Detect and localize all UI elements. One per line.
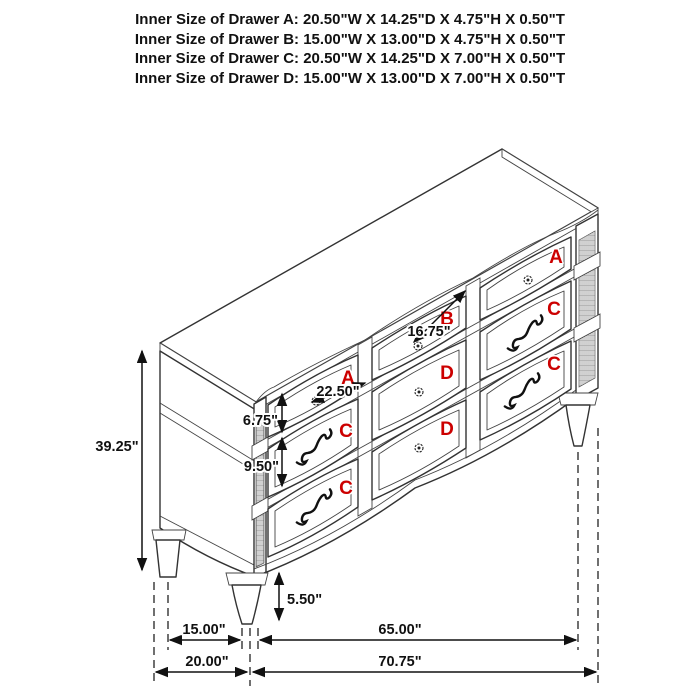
- dim-overall-height: [95, 351, 142, 570]
- dim-side-drawer-width: [312, 383, 365, 402]
- front-right-leg: [558, 393, 598, 446]
- drawer-letter-c-right-2: C: [547, 354, 561, 375]
- dim-leg-height: [279, 573, 322, 620]
- drawer-letter-c-right-1: C: [547, 299, 561, 320]
- overall-height-label: 39.25": [95, 439, 139, 455]
- overall-width-label: 70.75": [378, 654, 422, 670]
- side-leg-span-label: 15.00": [182, 622, 226, 638]
- lower-drawer-height-label: 9.50": [243, 459, 279, 475]
- divider-middle-right: [466, 278, 480, 458]
- front-width-label: 65.00": [378, 622, 422, 638]
- top-drawer-height-label: 6.75": [242, 413, 278, 429]
- drawer-letter-c-left-1: C: [339, 421, 353, 442]
- drawer-c-size-line: Inner Size of Drawer C: 20.50"W X 14.25"D X 7.00"H X 0.50"T: [134, 50, 566, 67]
- dim-side-leg-span: [170, 622, 240, 640]
- divider-left-middle: [358, 337, 372, 516]
- middle-drawer-width-label: 16.75": [407, 324, 451, 340]
- left-rear-leg-cap: [152, 530, 186, 540]
- right-post-fluting: [579, 231, 595, 387]
- drawer-letter-c-left-2: C: [339, 478, 353, 499]
- front-right-leg-cap: [558, 393, 598, 405]
- front-right-leg-body: [566, 405, 590, 446]
- side-drawer-width-label: 22.50": [316, 384, 360, 400]
- front-left-leg: [226, 573, 268, 624]
- drawer-letter-a-right: A: [549, 247, 563, 268]
- overall-depth-label: 20.00": [185, 654, 229, 670]
- drawer-letter-d-2: D: [440, 419, 454, 440]
- dim-overall-width: [253, 654, 596, 672]
- drawer-letter-a-left: A: [341, 368, 355, 389]
- front-left-leg-body: [232, 585, 261, 624]
- leg-height-label: 5.50": [287, 592, 323, 608]
- dim-front-width: [260, 622, 576, 640]
- drawer-letter-d-1: D: [440, 363, 454, 384]
- dim-overall-depth: [156, 654, 247, 672]
- left-rear-leg-body: [156, 540, 180, 577]
- front-left-leg-cap: [226, 573, 268, 585]
- drawer-a-size-line: Inner Size of Drawer A: 20.50"W X 14.25"D X 4.75"H X 0.50"T: [135, 11, 565, 28]
- drawer-d-size-line: Inner Size of Drawer D: 15.00"W X 13.00"D X 7.00"H X 0.50"T: [134, 69, 566, 87]
- left-rear-leg: [152, 530, 186, 577]
- drawer-letter-b: B: [440, 309, 454, 330]
- drawer-b-size-line: Inner Size of Drawer B: 15.00"W X 13.00"D X 4.75"H X 0.50"T: [134, 30, 566, 48]
